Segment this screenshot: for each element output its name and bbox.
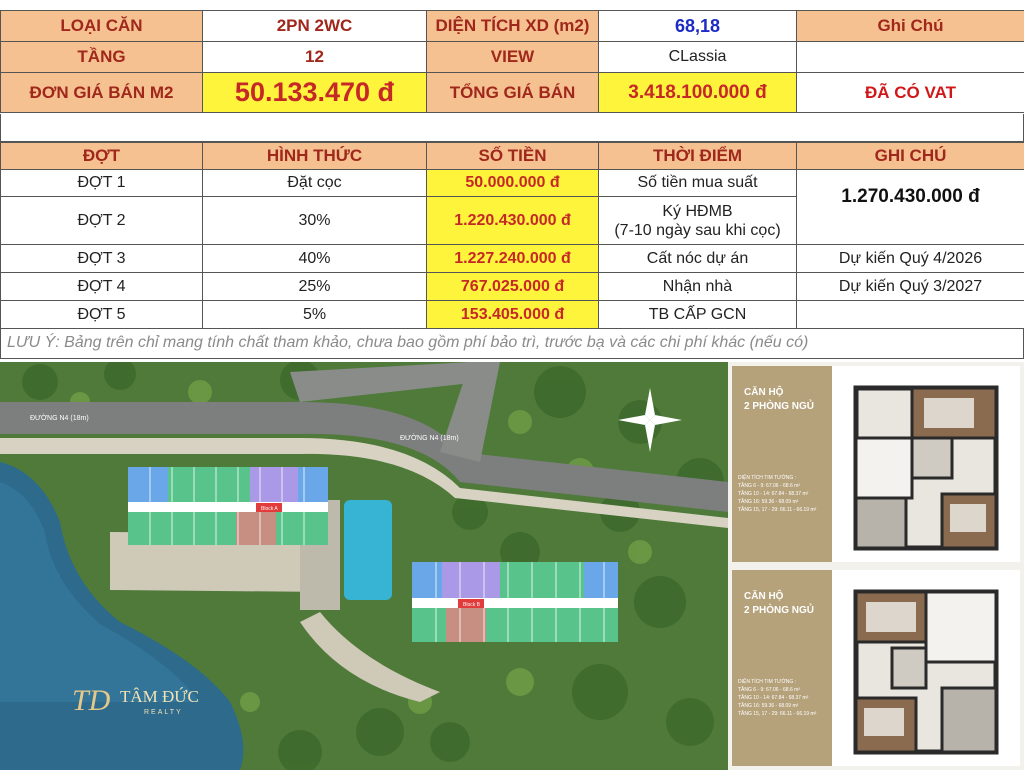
dien-tich-label: DIỆN TÍCH XD (m2) — [427, 11, 599, 42]
thoi-diem-cell: TB CẤP GCN — [599, 301, 797, 329]
plan-info-panel — [732, 366, 832, 562]
hinh-thuc-cell: 30% — [203, 197, 427, 245]
hinh-thuc-cell: 25% — [203, 273, 427, 301]
table-row — [1, 273, 1024, 301]
floor-plan-card — [732, 366, 1020, 562]
don-gia-label: ĐƠN GIÁ BÁN M2 — [1, 73, 203, 113]
dot-cell: ĐỢT 4 — [1, 273, 203, 301]
dot-cell: ĐỢT 2 — [1, 197, 203, 245]
table-row — [1, 301, 1024, 329]
hinh-thuc-cell: 5% — [203, 301, 427, 329]
ghi-chu-cell — [797, 301, 1024, 329]
plan-title-line-2: 2 PHÒNG NGỦ — [744, 605, 815, 616]
view-label: VIEW — [427, 42, 599, 73]
view-value: CLassia — [599, 42, 797, 73]
floor-plan-drawing — [852, 384, 1000, 552]
thoi-diem-line-1: Ký HĐMB — [662, 202, 733, 220]
svg-text:TD: TD — [72, 684, 111, 717]
vat-note: ĐÃ CÓ VAT — [797, 73, 1024, 113]
so-tien-cell: 1.227.240.000 đ — [427, 245, 599, 273]
ghi-chu-cell: Dự kiến Quý 4/2026 — [797, 245, 1024, 273]
road-label-2: ĐƯỜNG N4 (18m) — [400, 435, 459, 442]
floor-plan-card — [732, 570, 1020, 766]
summary-table — [0, 10, 1024, 113]
thoi-diem-cell: Nhận nhà — [599, 273, 797, 301]
logo-sub-text: REALTY — [144, 709, 183, 716]
combined-note-cell: 1.270.430.000 đ — [797, 170, 1024, 245]
plan-area-label: DIỆN TÍCH TIM TƯỜNG : — [738, 679, 797, 685]
tong-gia-value: 3.418.100.000 đ — [599, 73, 797, 113]
logo-brand-text: TÂM ĐỨC — [120, 687, 199, 706]
table-row — [1, 170, 1024, 197]
dot-cell: ĐỢT 1 — [1, 170, 203, 197]
floor-plan-drawing — [852, 588, 1000, 756]
ghi-chu-label: Ghi Chú — [797, 11, 1024, 42]
plan-area-line: TẦNG 10 - 14: 67.84 - 68.37 m² — [738, 695, 809, 701]
thoi-diem-cell: Số tiền mua suất — [599, 170, 797, 197]
col-header-so-tien: SỐ TIỀN — [427, 143, 599, 170]
loai-can-label: LOẠI CĂN — [1, 11, 203, 42]
plan-area-line: TẦNG 6 - 9: 67.06 - 68.6 m² — [738, 483, 800, 489]
table-row — [1, 245, 1024, 273]
so-tien-cell: 1.220.430.000 đ — [427, 197, 599, 245]
plan-area-line: TẦNG 16: 59.36 - 68.09 m² — [738, 703, 799, 709]
tang-value: 12 — [203, 42, 427, 73]
spacer-row — [0, 114, 1024, 142]
loai-can-value: 2PN 2WC — [203, 11, 427, 42]
tong-gia-label: TỔNG GIÁ BÁN — [427, 73, 599, 113]
plan-area-line: TẦNG 16: 59.36 - 68.09 m² — [738, 499, 799, 505]
don-gia-value: 50.133.470 đ — [203, 73, 427, 113]
plan-area-line: TẦNG 10 - 14: 67.84 - 68.37 m² — [738, 491, 809, 497]
thoi-diem-line-2: (7-10 ngày sau khi cọc) — [614, 221, 781, 239]
tang-label: TẦNG — [1, 42, 203, 73]
so-tien-cell: 50.000.000 đ — [427, 170, 599, 197]
dien-tich-value: 68,18 — [599, 11, 797, 42]
floor-plans-panel — [728, 362, 1024, 770]
ghi-chu-empty — [797, 42, 1024, 73]
plan-area-label: DIỆN TÍCH TIM TƯỜNG : — [738, 475, 797, 481]
col-header-hinh-thuc: HÌNH THỨC — [203, 143, 427, 170]
site-map-image — [0, 362, 728, 770]
hinh-thuc-cell: Đặt cọc — [203, 170, 427, 197]
col-header-thoi-diem: THỜI ĐIỂM — [599, 143, 797, 170]
plan-title-line-1: CĂN HỘ — [744, 591, 784, 602]
plan-area-line: TẦNG 6 - 9: 67.06 - 68.6 m² — [738, 687, 800, 693]
dot-cell: ĐỢT 3 — [1, 245, 203, 273]
plan-area-line: TẦNG 15, 17 - 29: 66.11 - 66.19 m² — [738, 711, 817, 717]
plan-area-line: TẦNG 15, 17 - 29: 66.11 - 66.19 m² — [738, 507, 817, 513]
ghi-chu-cell: Dự kiến Quý 3/2027 — [797, 273, 1024, 301]
plan-info-panel — [732, 570, 832, 766]
dot-cell: ĐỢT 5 — [1, 301, 203, 329]
tam-duc-logo — [70, 678, 240, 727]
plan-title-line-1: CĂN HỘ — [744, 387, 784, 398]
thoi-diem-cell — [599, 197, 797, 245]
thoi-diem-cell: Cất nóc dự án — [599, 245, 797, 273]
so-tien-cell: 153.405.000 đ — [427, 301, 599, 329]
road-label-1: ĐƯỜNG N4 (18m) — [30, 415, 89, 422]
hinh-thuc-cell: 40% — [203, 245, 427, 273]
so-tien-cell: 767.025.000 đ — [427, 273, 599, 301]
col-header-dot: ĐỢT — [1, 143, 203, 170]
block-a-label: Block A — [261, 506, 278, 512]
block-b-label: Block B — [463, 602, 480, 608]
plan-title-line-2: 2 PHÒNG NGỦ — [744, 401, 815, 412]
disclaimer-note: LƯU Ý: Bảng trên chỉ mang tính chất tham khảo, chưa bao gồm phí bảo trì, trước bạ và các chi phí khác (nếu có) — [0, 329, 1024, 359]
col-header-ghi-chu: GHI CHÚ — [797, 143, 1024, 170]
payment-table — [0, 142, 1024, 329]
